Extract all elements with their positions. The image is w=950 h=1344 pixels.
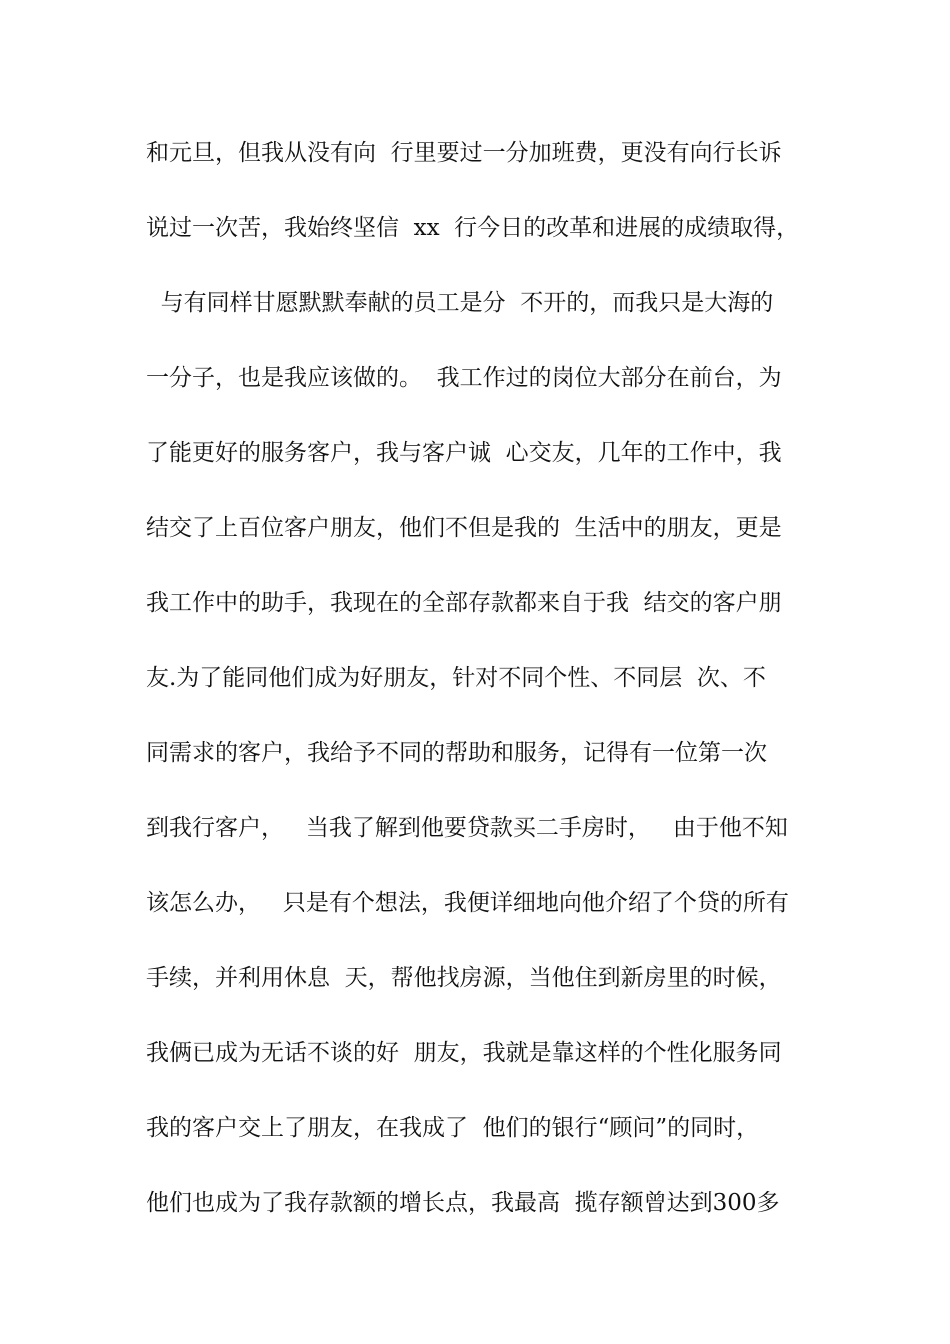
text-line: 结交了上百位客户朋友，他们不但是我的 生活中的朋友，更是 (146, 515, 782, 541)
text-line: 友.为了能同他们成为好朋友，针对不同个性、不同层 次、不 (146, 665, 766, 691)
text-line: 手续，并利用休息 天，帮他找房源，当他住到新房里的时候， (146, 965, 782, 991)
text-line: 与有同样甘愿默默奉献的员工是分 不开的，而我只是大海的 (146, 290, 774, 316)
text-line: 我俩已成为无话不谈的好 朋友，我就是靠这样的个性化服务同 (146, 1040, 782, 1066)
text-line: 说过一次苦，我始终坚信 xx 行今日的改革和进展的成绩取得， (146, 215, 800, 241)
body-text (146, 131, 816, 1256)
text-line: 一分子，也是我应该做的。 我工作过的岗位大部分在前台，为 (146, 365, 782, 391)
text-line: 了能更好的服务客户，我与客户诚 心交友，几年的工作中，我 (146, 440, 782, 466)
text-line: 到我行客户， 当我了解到他要贷款买二手房时， 由于他不知 (146, 815, 788, 841)
text-line: 我工作中的助手，我现在的全部存款都来自于我 结交的客户朋 (146, 590, 782, 616)
text-line: 该怎么办， 只是有个想法，我便详细地向他介绍了个贷的所有 (146, 890, 789, 916)
text-line: 和元旦，但我从没有向 行里要过一分加班费，更没有向行长诉 (146, 140, 782, 166)
text-line: 我的客户交上了朋友，在我成了 他们的银行“顾问”的同时， (146, 1115, 760, 1141)
text-line: 同需求的客户，我给予不同的帮助和服务，记得有一位第一次 (146, 740, 767, 766)
text-line: 他们也成为了我存款额的增长点，我最高 揽存额曾达到300多 (146, 1190, 780, 1216)
